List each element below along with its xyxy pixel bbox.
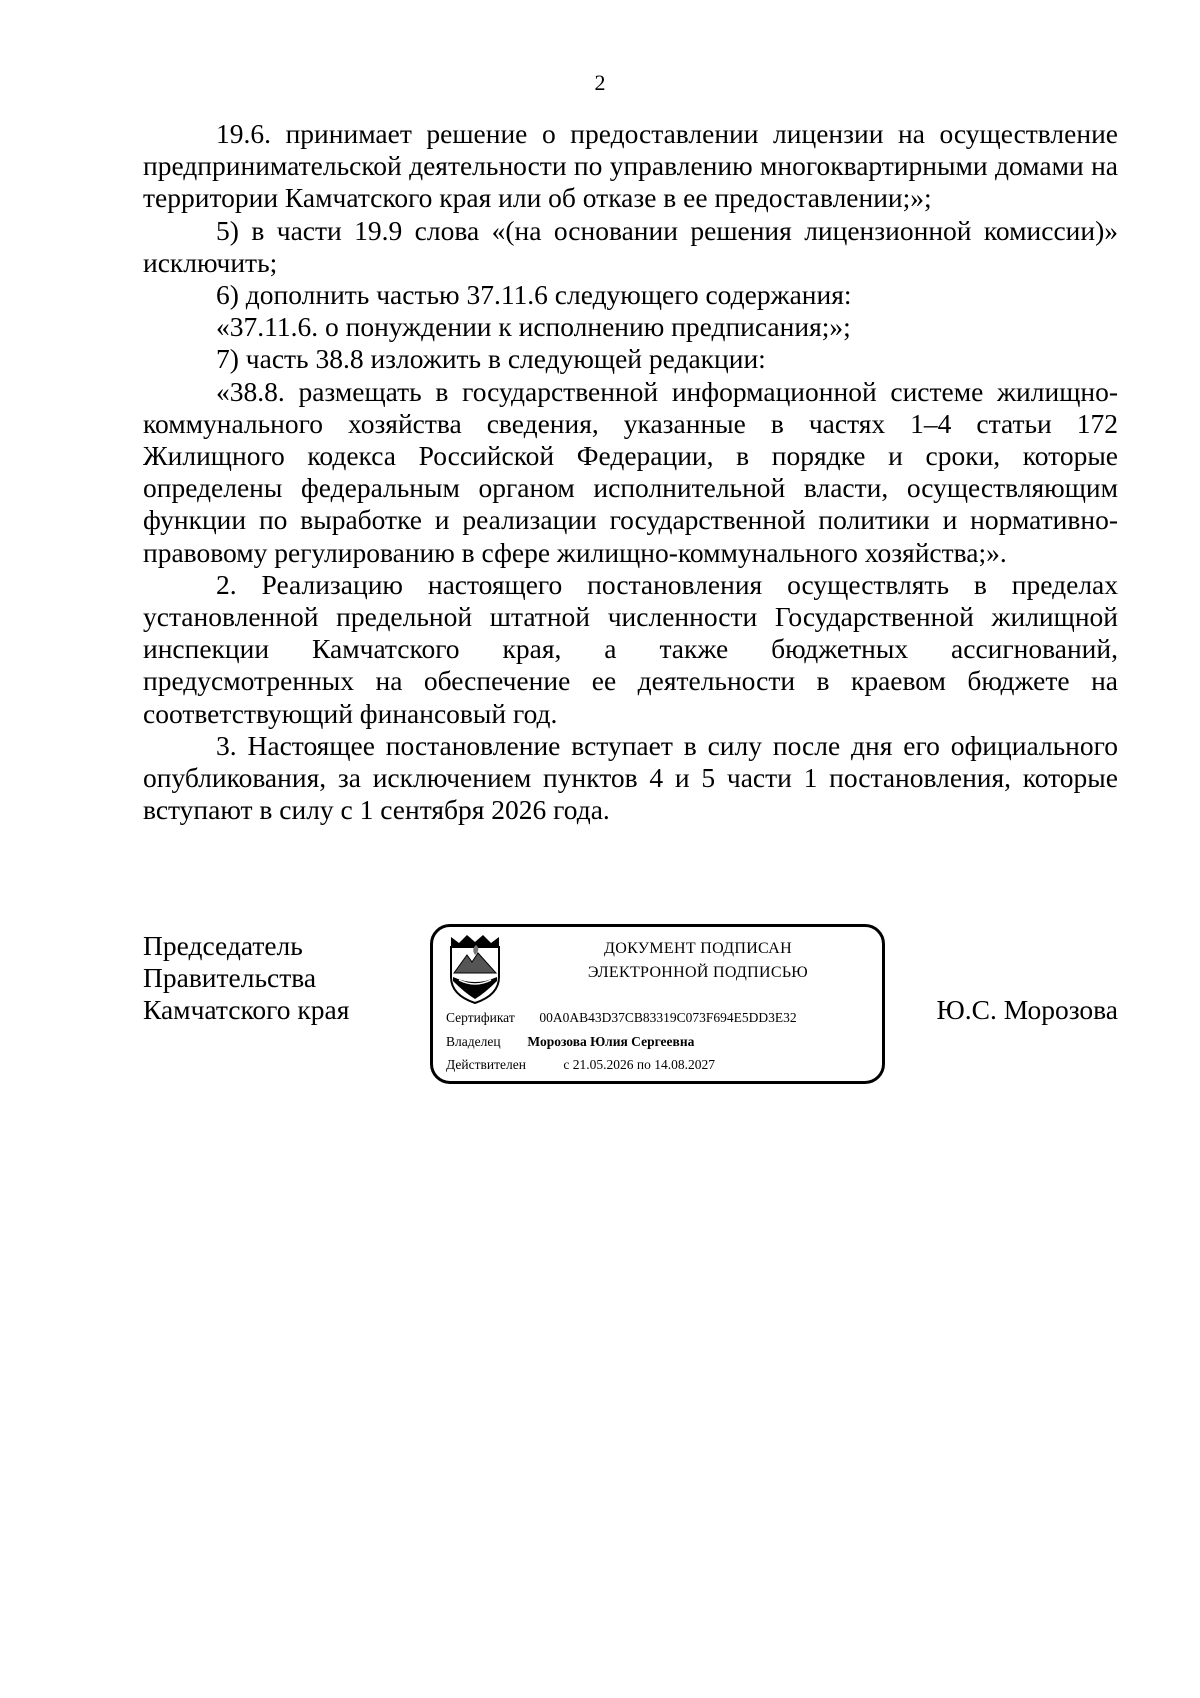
stamp-validity-value: с 21.05.2026 по 14.08.2027 [563, 1057, 715, 1072]
signer-name: Ю.С. Морозова [936, 994, 1118, 1025]
stamp-certificate-label: Сертификат [446, 1010, 515, 1025]
stamp-owner-label: Владелец [446, 1034, 501, 1049]
stamp-heading-line-2: ЭЛЕКТРОННОЙ ПОДПИСЬЮ [587, 964, 809, 981]
kamchatka-coat-of-arms-icon [445, 933, 505, 1005]
document-body [143, 118, 1118, 826]
signer-title-line: Председатель [143, 930, 303, 961]
electronic-signature-stamp [430, 924, 885, 1084]
paragraph-item-7: 7) часть 38.8 изложить в следующей редакции: [216, 343, 766, 375]
signer-title-line: Камчатского края [143, 994, 350, 1026]
stamp-owner-value: Морозова Юлия Сергеевна [527, 1034, 695, 1049]
paragraph-point-2: 2. Реализацию настоящего постановления осуществлять в пределах установленной предельной штатной численности Государственной жилищной инспекции Камчатского края, а также бюджетных ассигнований, предусмотренных на обеспечение ее деятельности в краевом бюджете на соответствующий финансовый год. [143, 568, 1118, 729]
paragraph-item-6: 6) дополнить частью 37.11.6 следующего содержания: [216, 279, 852, 311]
stamp-heading-line-1: ДОКУМЕНТ ПОДПИСАН [604, 940, 792, 957]
signer-title [143, 930, 349, 1027]
paragraph-19-6: 19.6. принимает решение о предоставлении лицензии на осуществление предпринимательской деятельности по управлению многоквартирными домами на территории Камчатского края или об отказе в ее предоставлении;»; [143, 118, 1118, 214]
paragraph-point-3: 3. Настоящее постановление вступает в силу после дня его официального опубликования, за исключением пунктов 4 и 5 части 1 постановления, которые вступают в силу с 1 сентября 2026 года. [143, 729, 1118, 826]
stamp-owner-row [446, 1033, 694, 1051]
signer-title-line: Правительства [143, 962, 317, 994]
paragraph-38-8: «38.8. размещать в государственной информационной системе жилищно-коммунального хозяйства сведения, указанные в частях 1–4 статьи 172 Жилищного кодекса Российской Федерации, в порядке и сроки, которые определены федеральным органом исполнительной власти, осуществляющим функции по выработке и реализации государственной политики и нормативно-правовому регулированию в сфере жилищно-коммунального хозяйства;». [143, 375, 1118, 568]
paragraph-37-11-6: «37.11.6. о понуждении к исполнению предписания;»; [216, 311, 851, 343]
stamp-heading [513, 937, 883, 985]
stamp-validity-label: Действителен [446, 1057, 526, 1072]
stamp-certificate-row [446, 1009, 797, 1027]
stamp-validity-row [446, 1056, 715, 1074]
paragraph-item-5: 5) в части 19.9 слова «(на основании решения лицензионной комиссии)» исключить; [143, 214, 1118, 278]
stamp-certificate-value: 00A0AB43D37CB83319C073F694E5DD3E32 [539, 1010, 797, 1025]
page-number: 2 [594, 70, 606, 95]
